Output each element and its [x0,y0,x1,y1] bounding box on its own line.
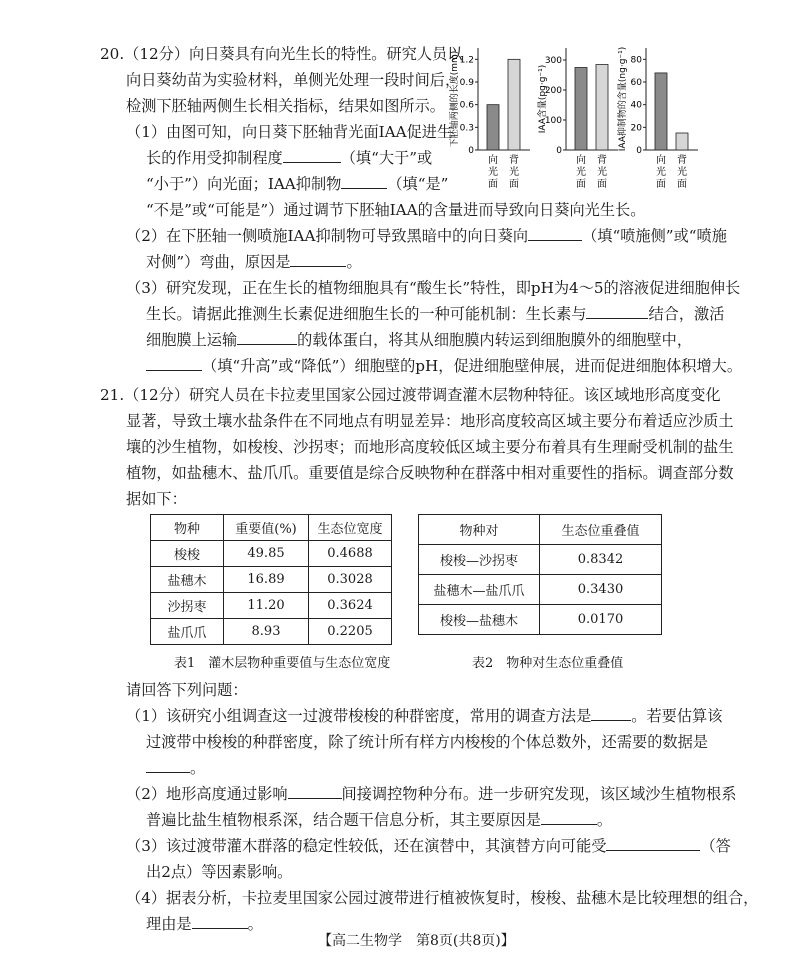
chart-bar [575,68,587,151]
table-cell: 梭梭—沙拐枣 [419,545,540,575]
q20-sub3-line-2: 生长。请据此推测生长素促进细胞生长的一种可能机制：生长素与 结合，激活 [146,305,725,323]
table-cell: 11.20 [224,593,309,619]
q20-line-2: 向日葵幼苗为实验材料，单侧光处理一段时间后， [126,71,461,89]
chart-tick-label: 200 [544,86,562,96]
q21-sub1-line-2: 过渡带中梭梭的种群密度，除了统计所有样方内梭梭的个体总数外，还需要的数据是 [146,733,708,751]
q21-sub4-line-2: 理由是 。 [146,915,263,933]
chart-tick-label: 80 [630,55,642,66]
q21-line-5: 据如下： [126,490,187,508]
table-row [419,545,662,575]
chart-category-label: 面 [656,179,666,190]
chart-category-label: 光 [488,167,498,178]
chart-bar [655,73,667,150]
chart-tick-label: 1.2 [459,55,474,66]
chart-tick-label: 100 [544,116,562,126]
chart-ylabel: IAA抑制物的含量(ng·g⁻¹) [618,46,628,152]
table-cell: 8.93 [224,619,309,645]
q21-line-3: 壤的沙生植物，如梭梭、沙拐枣；而地形高度较低区域主要分布着具有生理耐受机制的盐生 [126,438,734,456]
table-cell: 梭梭 [151,541,224,567]
chart-bar [596,65,608,151]
table-1-header: 重要值(%) [224,515,309,541]
q20-line-3: 检测下胚轴两侧生长相关指标，结果如图所示。 [126,97,445,115]
table-cell: 0.3624 [309,593,392,619]
q20-bar-charts [448,40,708,198]
table-cell: 49.85 [224,541,309,567]
q21-line-1: 21.（12分）研究人员在卡拉麦里国家公园过渡带调查灌木层物种特征。该区域地形高度变化 [100,386,721,404]
q21-sub1-line-3: 。 [146,758,205,778]
q20-sub1-line-1: （1）由图可知，向日葵下胚轴背光面IAA促进生 [126,123,453,141]
table-cell: 0.4688 [309,541,392,567]
table-1-caption: 表1 灌木层物种重要值与生态位宽度 [174,656,391,671]
chart-category-label: 光 [576,167,586,178]
table-1 [150,514,392,645]
chart-tick-label: 60 [630,78,642,88]
chart-category-label: 光 [597,167,607,178]
chart-bar [508,59,520,150]
q21-sub2-line-1: （2）地形高度通过影响 间接调控物种分布。进一步研究发现，该区域沙生植物根系 [126,785,737,803]
q21-sub3-line-2: 出2点）等因素影响。 [146,863,293,881]
table-cell: 盐穗木—盐爪爪 [419,575,540,605]
chart-category-label: 背 [509,155,519,166]
chart-bar [487,105,499,150]
chart-category-label: 光 [509,167,519,178]
table-cell: 盐穗木 [151,567,224,593]
table-1-header: 生态位宽度 [309,515,392,541]
q20-sub3-line-1: （3）研究发现，正在生长的植物细胞具有“酸生长”特性，即pH为4～5的溶液促进细胞伸长 [126,279,741,297]
table-cell: 0.8342 [540,545,662,575]
table-row [151,567,392,593]
q21-sub4-line-1: （4）据表分析，卡拉麦里国家公园过渡带进行植被恢复时，梭梭、盐穗木是比较理想的组合， [126,889,759,907]
table-cell: 0.0170 [540,605,662,635]
q21-line-2: 显著，导致土壤水盐条件在不同地点有明显差异：地形高度较高区域主要分布着适应沙质土 [126,412,734,430]
chart-category-label: 背 [677,155,687,166]
chart-category-label: 光 [656,167,666,178]
table-cell: 0.3430 [540,575,662,605]
chart-category-label: 面 [677,179,687,190]
table-row [419,575,662,605]
chart-category-label: 向 [576,155,586,166]
q20-sub1-line-2: 长的作用受抑制程度 （填“大于”或 [146,149,433,167]
q20-line-1: 20.（12分）向日葵具有向光生长的特性。研究人员以 [100,45,463,63]
chart-tick-label: 0 [468,146,474,156]
q20-sub2-line-1: （2）在下胚轴一侧喷施IAA抑制物可导致黑暗中的向日葵向 （填“喷施侧”或“喷施 [126,227,727,245]
chart-tick-label: 0.3 [459,123,474,134]
chart-tick-label: 0 [556,146,562,156]
table-row [151,619,392,645]
table-1-header: 物种 [151,515,224,541]
q21-sub1-line-1: （1）该研究小组调查这一过渡带梭梭的种群密度，常用的调查方法是 。若要估算该 [126,707,723,725]
chart-tick-label: 0 [636,146,642,156]
table-row [151,541,392,567]
table-2-header: 物种对 [419,515,540,545]
questions-intro: 请回答下列问题： [126,681,248,699]
chart-category-label: 面 [509,179,519,190]
table-cell: 0.3028 [309,567,392,593]
q20-sub3-line-4: （填“升高”或“降低”）细胞壁的pH，促进细胞壁伸展，进而促进细胞体积增大。 [146,356,742,376]
q20-sub1-line-4: “不是”或“可能是”）通过调节下胚轴IAA的含量进而导致向日葵向光生长。 [146,201,646,219]
chart-category-label: 背 [597,155,607,166]
chart-category-label: 面 [488,179,498,190]
chart-category-label: 向 [656,155,666,166]
table-cell: 16.89 [224,567,309,593]
q20-sub1-line-3: “小于”）向光面；IAA抑制物 （填“是” [146,175,449,193]
table-2 [418,514,662,635]
table-cell: 沙拐枣 [151,593,224,619]
q21-sub3-line-1: （3）该过渡带灌木群落的稳定性较低，还在演替中，其演替方向可能受 （答 [126,837,731,855]
table-cell: 梭梭—盐穗木 [419,605,540,635]
chart-category-label: 面 [597,179,607,190]
page-footer: 【高二生物学 第8页(共8页)】 [318,933,515,949]
table-row [419,605,662,635]
chart-category-label: 面 [576,179,586,190]
chart-tick-label: 0.9 [459,78,474,88]
table-2-caption: 表2 物种对生态位重叠值 [472,656,624,671]
table-2-header: 生态位重叠值 [540,515,662,545]
q21-sub2-line-2: 普遍比盐生植物根系深，结合题干信息分析，其主要原因是 。 [146,811,613,829]
chart-tick-label: 0.6 [459,100,474,111]
chart-category-label: 光 [677,167,687,178]
chart-ylabel: IAA含量(pg·g⁻¹) [538,64,548,134]
table-cell: 盐爪爪 [151,619,224,645]
chart-tick-label: 300 [544,56,562,66]
q21-line-4: 植物，如盐穗木、盐爪爪。重要值是综合反映物种在群落中相对重要性的指标。调查部分数 [126,464,734,482]
chart-tick-label: 20 [630,123,642,134]
q20-sub2-line-2: 对侧”）弯曲，原因是 。 [146,253,362,271]
q20-sub3-line-3: 细胞膜上运输 的载体蛋白，将其从细胞膜内转运到细胞膜外的细胞壁中， [146,331,692,349]
table-cell: 0.2205 [309,619,392,645]
chart-bar [676,133,688,150]
chart-tick-label: 40 [630,100,642,111]
chart-category-label: 向 [488,155,498,166]
chart-ylabel: 下胚轴两侧的长度(mm) [450,50,460,148]
table-row [151,593,392,619]
